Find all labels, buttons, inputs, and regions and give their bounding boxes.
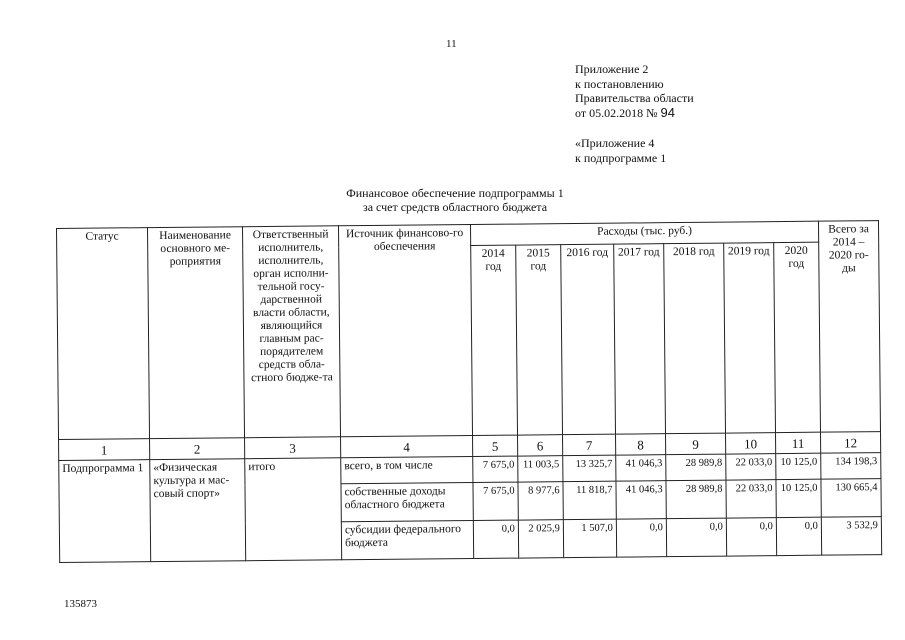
header-year: 2018 год: [664, 243, 726, 434]
value-cell: 10 125,0: [776, 479, 821, 517]
appendix-date-prefix: от 05.02.2018 №: [575, 105, 658, 120]
appendix-sub-line: к подпрограмме 1: [575, 150, 667, 165]
page-number: 11: [446, 38, 457, 50]
title-line-1: Финансовое обеспечение подпрограммы 1: [346, 186, 564, 200]
header-total: Всего за 2014 – 2020 го-ды: [818, 221, 880, 433]
finance-table-wrapper: [56, 220, 882, 563]
index-cell: 11: [775, 432, 820, 453]
appendix-date: [575, 106, 694, 121]
value-cell: 0,0: [473, 520, 518, 558]
value-cell: 1 507,0: [563, 519, 616, 558]
value-cell: 22 033,0: [726, 480, 776, 518]
value-cell: 28 989,8: [666, 480, 726, 519]
appendix-line: Правительства области: [575, 91, 694, 105]
appendix-sub-block: [575, 136, 666, 165]
header-responsible: Ответственный исполнитель, исполнитель, орган исполни-тельной госу-дарственной власти области, являющийся главным рас-порядителем средств обла-стного бюдже-та: [242, 226, 340, 438]
index-cell: 6: [518, 435, 563, 456]
header-expenses: Расходы (тыс. руб.): [470, 221, 818, 245]
header-status: Статус: [57, 228, 150, 440]
header-name: Наименование основного ме-роприятия: [148, 227, 245, 439]
appendix-date-number: 94: [660, 104, 676, 120]
value-cell: 13 325,7: [563, 455, 616, 482]
index-cell: 9: [666, 433, 726, 455]
appendix-line: к постановлению: [575, 76, 664, 91]
row-responsible: итого: [245, 458, 342, 561]
index-cell: 10: [725, 433, 775, 454]
appendix-line: Приложение 2: [575, 62, 649, 76]
index-cell: 5: [473, 435, 518, 456]
value-cell: 7 675,0: [473, 456, 518, 482]
finance-table: [56, 220, 882, 563]
header-year: 2014 год: [471, 245, 518, 435]
row-name: «Физическая культура и мас-совый спорт»: [150, 459, 246, 562]
value-cell: 0,0: [616, 519, 666, 557]
header-year: 2015 год: [516, 245, 563, 435]
value-cell: 41 046,3: [616, 455, 666, 481]
index-cell: 7: [563, 434, 616, 456]
total-cell: 134 198,3: [821, 453, 881, 480]
index-cell: 3: [245, 437, 341, 459]
index-cell: 2: [150, 438, 245, 460]
index-cell: 1: [59, 439, 150, 461]
index-cell: 4: [341, 436, 473, 458]
total-cell: 3 532,9: [821, 517, 881, 556]
value-cell: 0,0: [666, 518, 726, 557]
index-cell: 8: [616, 434, 666, 455]
title-line-2: за счет средств областного бюджета: [362, 200, 548, 214]
header-source: Источник финансово-го обеспечения: [338, 225, 472, 437]
header-year: 2019 год: [724, 243, 776, 433]
value-cell: 10 125,0: [776, 453, 821, 479]
row-source: субсидии федерального бюджета: [341, 521, 473, 560]
row-source: всего, в том числе: [341, 457, 473, 484]
value-cell: 11 818,7: [563, 481, 616, 520]
header-year: 2020 год: [774, 242, 821, 432]
appendix-sub-line: «Приложение 4: [575, 136, 655, 150]
value-cell: 0,0: [726, 518, 776, 556]
appendix-block: [575, 62, 694, 120]
total-cell: 130 665,4: [821, 479, 881, 518]
row-status: Подпрограмма 1: [59, 460, 151, 563]
row-source: собственные доходы областного бюджета: [341, 483, 473, 522]
value-cell: 7 675,0: [473, 482, 518, 520]
value-cell: 22 033,0: [726, 454, 776, 480]
value-cell: 2 025,9: [518, 520, 563, 558]
header-year: 2017 год: [614, 244, 666, 434]
value-cell: 28 989,8: [666, 454, 726, 481]
value-cell: 8 977,6: [518, 482, 563, 520]
document-title: [300, 186, 610, 214]
value-cell: 11 003,5: [518, 456, 563, 482]
value-cell: 0,0: [776, 517, 821, 555]
header-year: 2016 год: [561, 244, 616, 435]
footer-code: 135873: [64, 598, 97, 610]
value-cell: 41 046,3: [616, 481, 666, 519]
index-cell: 12: [820, 432, 880, 454]
